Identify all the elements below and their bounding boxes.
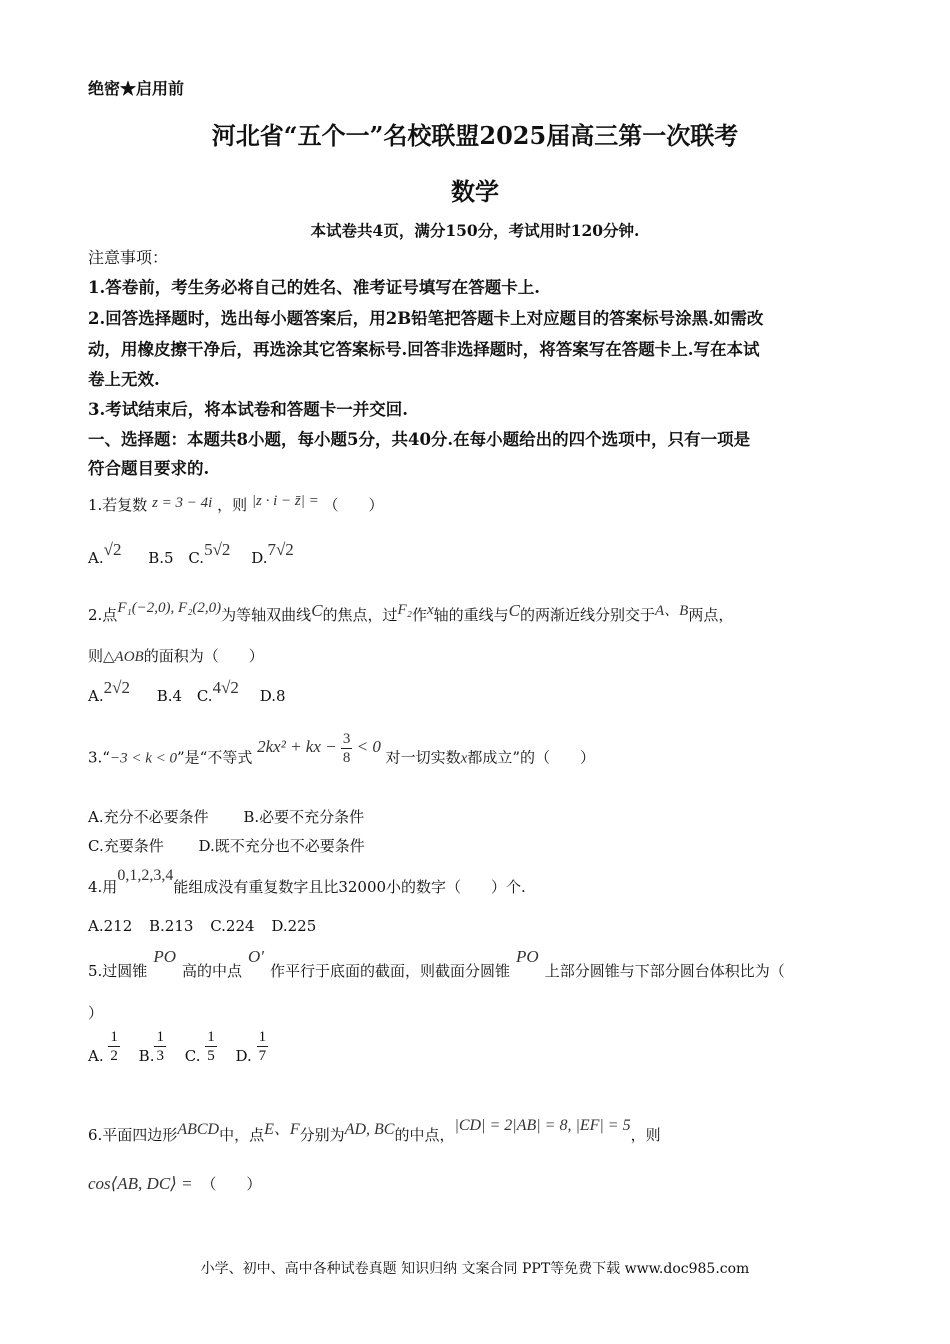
q2-option-c: C.4√2 [196,678,239,705]
q6-condition: |CD| = 2|AB| = 8, |EF| = 5 [454,1117,631,1134]
q6-cosine-expr: cos⟨AB, DC⟩ = [88,1174,193,1193]
q3-option-b: B.必要不充分条件 [243,808,365,826]
q1-option-b: B.5 [148,549,174,567]
q2-option-a: A.2√2 [88,678,130,705]
question-4-options [88,917,316,935]
q3-inequality: 2kx² + kx − $\frac{3}{8}$ < 0 [257,731,381,766]
question-2-line-1: 2.点F₁(−2,0), F₂(2,0)为等轴双曲线C的焦点，过F₂作x轴的重线与C的两渐近线分别交于A、B两点， [88,600,734,624]
q4-digits: 0,1,2,3,4 [117,867,174,884]
question-6-line-1: 6.平面四边形ABCD中，点E、F分别为AD, BC的中点，|CD| = 2|AB| = 8, |EF| = 5，则 [88,1117,661,1144]
q5-option-b: B. $\frac{1}{3}$ [138,1029,164,1065]
q4-option-c: C.224 [210,917,255,935]
question-1: 1.若复数 z = 3 − 4i ，则 |z · i − z̄| = （ ） [88,493,384,514]
question-4: 4.用0,1,2,3,4能组成没有重复数字且比32000小的数字（ ）个. [88,867,526,896]
q2-option-d: D.8 [259,687,286,705]
q4-option-a: A.212 [88,917,133,935]
question-3: 3.“−3 < k < 0”是“不等式 2kx² + kx − $\frac{3}{8}$ < 0 对一切实数x都成立”的（ ） [88,731,595,767]
question-5-line-1: 5.过圆锥PO高的中点O′作平行于底面的截面，则截面分圆锥PO上部分圆锥与下部分圆台体积比为（ [88,947,785,980]
q3-condition: −3 < k < 0 [109,750,178,767]
q5-po-2: PO [516,947,539,966]
q5-option-c: C. $\frac{1}{5}$ [184,1029,215,1065]
q1-modulus: |z · i − z̄| = [251,493,319,509]
q4-option-b: B.213 [149,917,194,935]
q3-option-d: D.既不充分也不必要条件 [198,837,365,855]
question-2-line-2: 则△AOB的面积为（ ） [88,647,264,665]
q5-option-a: A. $\frac{1}{2}$ [88,1029,118,1065]
section-1-line-1: 一、选择题：本题共8小题，每小题5分，共40分.在每小题给出的四个选项中，只有一项是 [88,430,751,449]
question-5-options [88,1028,268,1065]
q1-expression: z = 3 − 4i [152,495,213,511]
q3-option-a: A.充分不必要条件 [88,808,209,826]
q2-triangle: △AOB [103,649,144,665]
question-3-options-row-1 [88,806,364,827]
q2-option-b: B.4 [156,687,183,705]
question-3-options-row-2 [88,835,365,856]
q1-option-c: C.5√2 [188,540,231,567]
q1-option-d: D.7√2 [251,540,294,567]
q5-option-d: D. $\frac{1}{7}$ [235,1029,267,1065]
notice-item-3: 3.考试结束后，将本试卷和答题卡一并交回. [88,400,408,419]
question-2-options [88,678,286,706]
confidential-mark: 绝密★启用前 [88,79,185,98]
section-1-line-2: 符合题目要求的. [88,459,210,478]
question-5-line-2: ） [88,1004,104,1022]
q5-o-prime: O′ [248,947,264,966]
notice-item-2-line-1: 2.回答选择题时，选出每小题答案后，用2B铅笔把答题卡上对应题目的答案标号涂黑.如需改 [88,309,764,328]
exam-title: 河北省“五个一”名校联盟2025届高三第一次联考 [211,121,739,150]
q1-option-a: A.√2 [88,540,122,567]
q3-option-c: C.充要条件 [88,837,164,855]
notice-item-2-line-2: 动，用橡皮擦干净后，再选涂其它答案标号.回答非选择题时，将答案写在答题卡上.写在本试 [88,340,760,359]
notice-item-2-line-3: 卷上无效. [88,370,160,389]
exam-info: 本试卷共4页，满分150分，考试用时120分钟. [310,221,640,240]
question-6-line-2: cos⟨AB, DC⟩ = （ ） [88,1174,262,1193]
notice-heading: 注意事项： [88,248,169,267]
subject-title: 数学 [451,177,499,206]
question-1-options [88,540,294,568]
q5-po-1: PO [153,947,176,966]
footer-text: 小学、初中、高中各种试卷真题 知识归纳 文案合同 PPT等免费下载 www.doc985.com [200,1261,750,1277]
notice-item-1: 1.答卷前，考生务必将自己的姓名、准考证号填写在答题卡上. [88,278,540,297]
q6-quadrilateral: ABCD [177,1121,220,1138]
q4-option-d: D.225 [271,917,317,935]
q2-foci: F₁(−2,0), F₂(2,0) [117,600,222,616]
